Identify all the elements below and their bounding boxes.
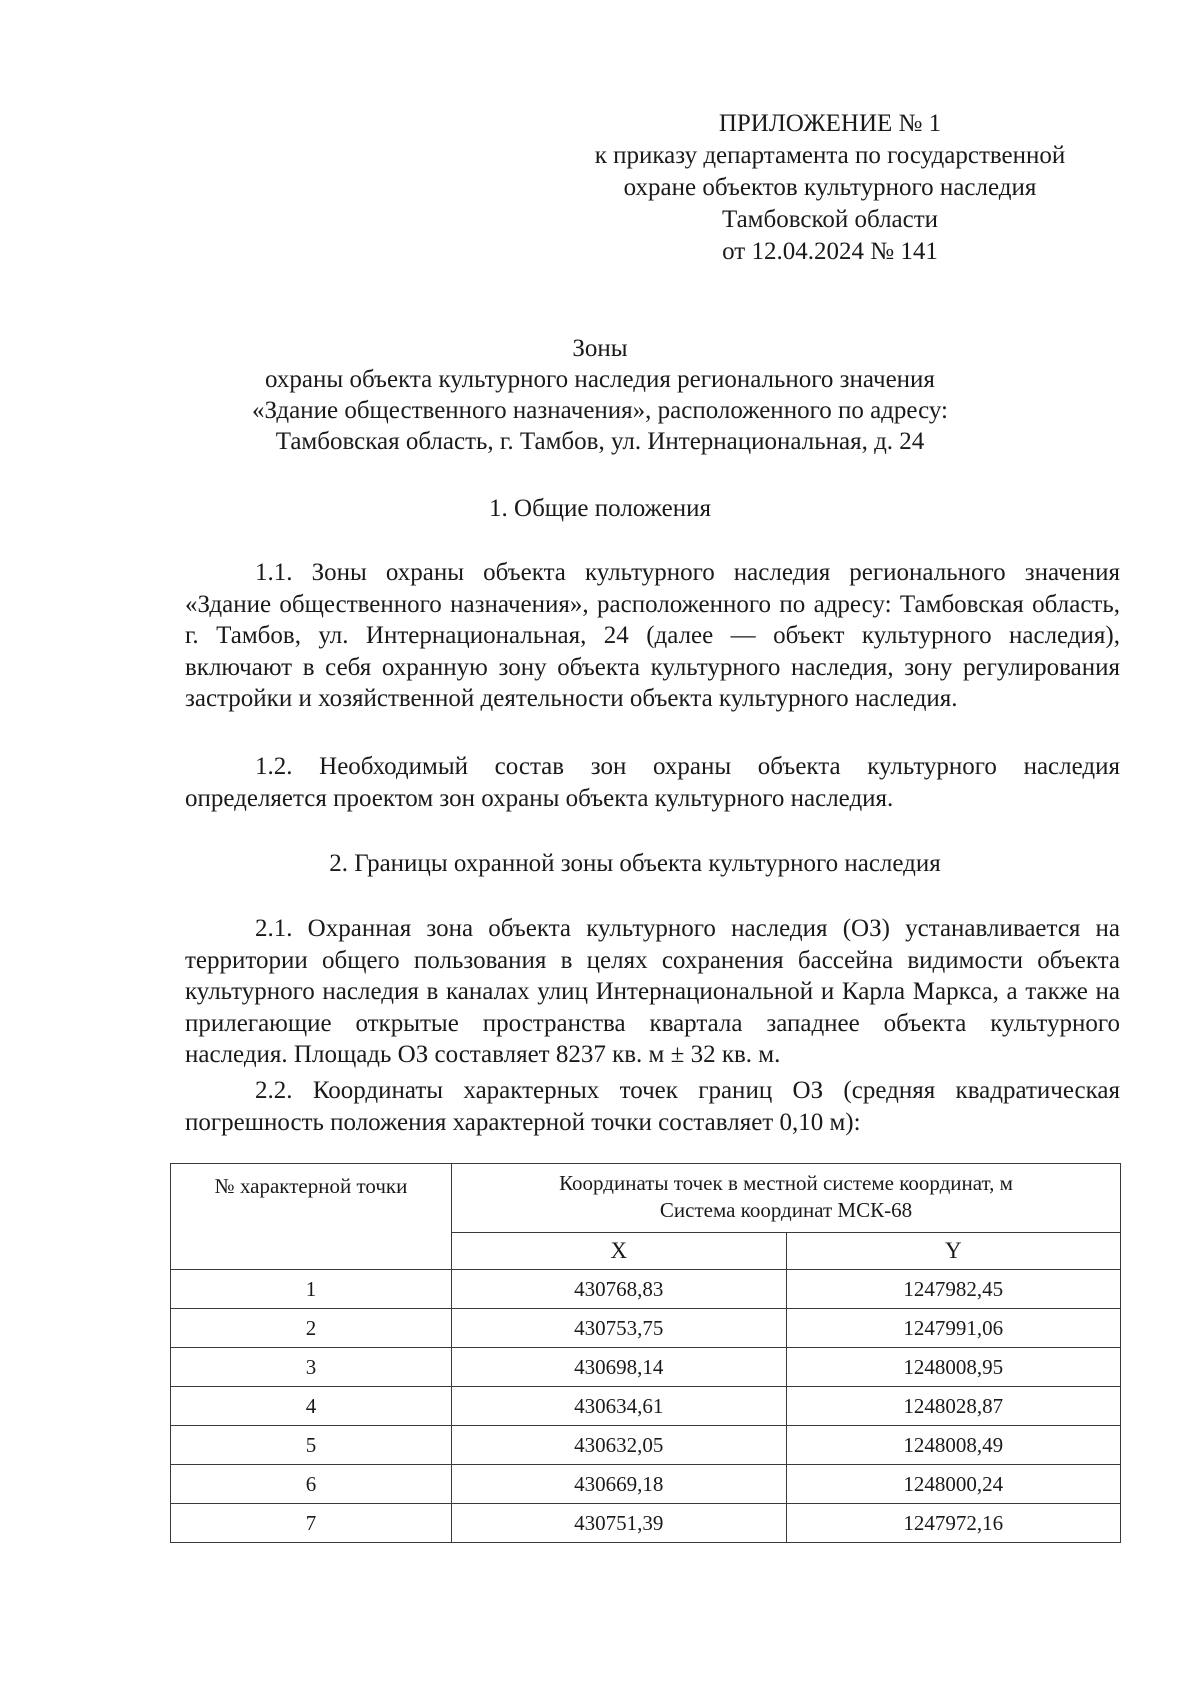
point-number: 4 (171, 1387, 452, 1426)
paragraph-1-1: 1.1. Зоны охраны объекта культурного наследия регионального значения «Здание общественного назначения», расположенного по адресу: Тамбовская область, г. Тамбов, ул. Интернациональная, 24 (далее — объект культурного наследия), включают в себя охранную зону объекта культурного наследия, зону регулирования застройки и хозяйственной деятельности объекта культурного наследия. (185, 559, 1120, 712)
y-value: 1248028,87 (786, 1387, 1121, 1426)
x-value: 430698,14 (452, 1348, 787, 1387)
paragraph-2-2: 2.2. Координаты характерных точек границ ОЗ (средняя квадратическая погрешность положения характерной точки составляет 0,10 м): (185, 1077, 1120, 1136)
point-number: 7 (171, 1504, 452, 1543)
coordinates-header-line: Координаты точек в местной системе координат, м (559, 1171, 1013, 1195)
point-number: 2 (171, 1309, 452, 1348)
section-1-heading: 1. Общие положения (489, 495, 711, 522)
appendix-number: ПРИЛОЖЕНИЕ № 1 (718, 110, 942, 137)
title-line: охраны объекта культурного наследия регионального значения (265, 366, 935, 393)
table-row (171, 1387, 1121, 1426)
appendix-order-line: Тамбовской области (721, 206, 939, 233)
x-header: X (452, 1233, 787, 1270)
x-value: 430632,05 (452, 1426, 787, 1465)
title-line: Зоны (572, 335, 628, 362)
y-value: 1247991,06 (786, 1309, 1121, 1348)
coordinates-header-line: Система координат МСК-68 (659, 1198, 913, 1222)
title-line: «Здание общественного назначения», расположенного по адресу: (252, 397, 948, 424)
appendix-order-line: к приказу департамента по государственной (594, 142, 1066, 169)
x-value: 430751,39 (452, 1504, 787, 1543)
coordinates-header (452, 1164, 1121, 1233)
point-number: 6 (171, 1465, 452, 1504)
document-title (190, 333, 1010, 457)
x-value: 430768,83 (452, 1270, 787, 1309)
y-value: 1247982,45 (786, 1270, 1121, 1309)
point-number: 3 (171, 1348, 452, 1387)
table-row (171, 1309, 1121, 1348)
x-value: 430634,61 (452, 1387, 787, 1426)
y-value: 1248000,24 (786, 1465, 1121, 1504)
coordinates-table (170, 1163, 1121, 1543)
appendix-order-line: охране объектов культурного наследия (623, 174, 1037, 201)
title-line: Тамбовская область, г. Тамбов, ул. Интернациональная, д. 24 (275, 428, 925, 455)
paragraph-2-1: 2.1. Охранная зона объекта культурного наследия (ОЗ) устанавливается на территории общего пользования в целях сохранения бассейна видимости объекта культурного наследия в каналах улиц Интернациональной и Карла Маркса, а также на прилегающие открытые пространства квартала западнее объекта культурного наследия. Площадь ОЗ составляет 8237 кв. м ± 32 кв. м. (185, 915, 1120, 1068)
point-number: 5 (171, 1426, 452, 1465)
y-value: 1248008,49 (786, 1426, 1121, 1465)
table-row (171, 1426, 1121, 1465)
appendix-block (570, 108, 1090, 268)
x-value: 430753,75 (452, 1309, 787, 1348)
table-row (171, 1270, 1121, 1309)
appendix-order-date: от 12.04.2024 № 141 (722, 238, 938, 265)
point-number-header: № характерной точки (171, 1164, 452, 1270)
table-row (171, 1348, 1121, 1387)
y-value: 1247972,16 (786, 1504, 1121, 1543)
y-value: 1248008,95 (786, 1348, 1121, 1387)
table-row (171, 1504, 1121, 1543)
table-row (171, 1465, 1121, 1504)
paragraph-1-2: 1.2. Необходимый состав зон охраны объекта культурного наследия определяется проектом зон охраны объекта культурного наследия. (185, 753, 1120, 812)
section-2-heading: 2. Границы охранной зоны объекта культурного наследия (329, 850, 941, 877)
y-header: Y (786, 1233, 1121, 1270)
x-value: 430669,18 (452, 1465, 787, 1504)
point-number: 1 (171, 1270, 452, 1309)
